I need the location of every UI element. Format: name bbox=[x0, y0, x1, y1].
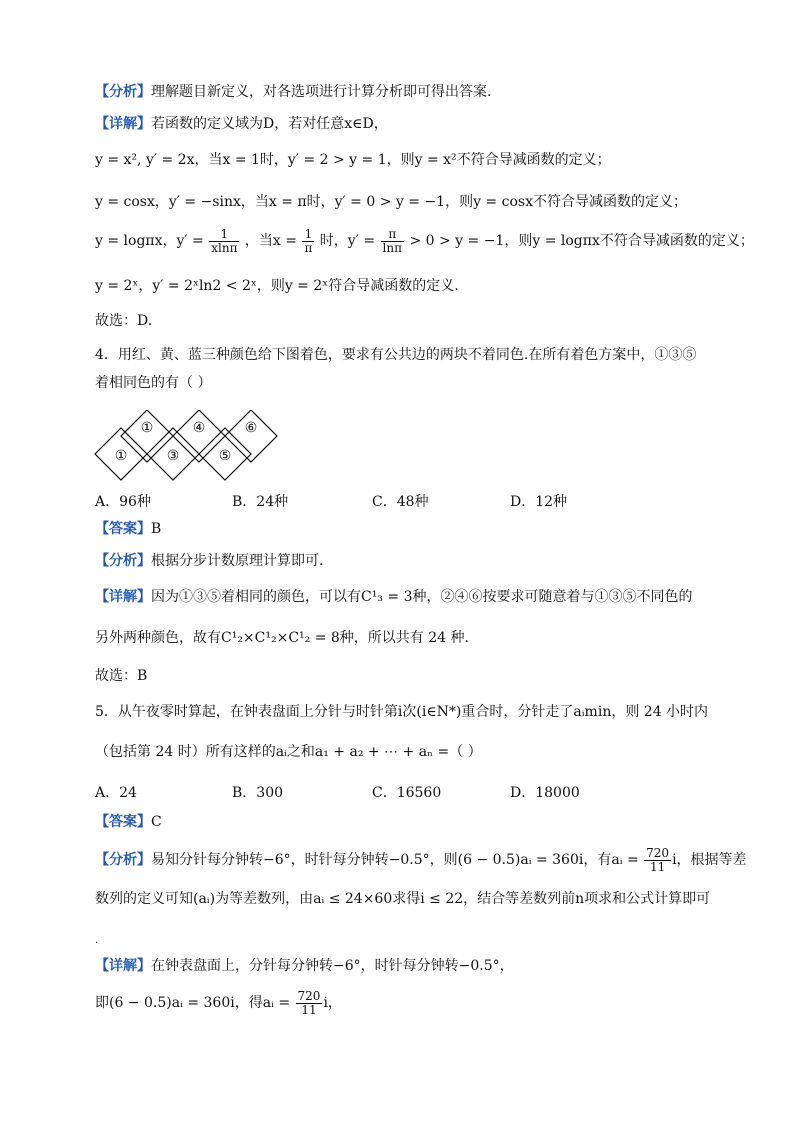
label-3: ③ bbox=[166, 448, 180, 464]
label-lower-1: ① bbox=[114, 448, 128, 464]
q4-detail-line-1 bbox=[95, 589, 692, 606]
answer-value: C bbox=[151, 814, 162, 830]
q4-stem-line-1: 4．用红、黄、蓝三种颜色给下图着色，要求有公共边的两块不着同色.在所有着色方案中，①③⑤ bbox=[95, 347, 697, 363]
q3-line-d: y = 2ˣ，y′ = 2ˣln2 < 2ˣ，则y = 2ˣ符合导减函数的定义. bbox=[95, 278, 459, 294]
fraction-pi-over-lnpi bbox=[381, 228, 404, 254]
detail-text: 若函数的定义域为D，若对任意x∈D， bbox=[151, 116, 388, 132]
q5-analysis-line-2: 数列的定义可知(aᵢ)为等差数列，由aᵢ ≤ 24×60求得i ≤ 22，结合等差数列前n项求和公式计算即可 bbox=[95, 891, 711, 907]
q4-option-b: B．24种 bbox=[232, 494, 289, 510]
frac-den: 11 bbox=[649, 859, 666, 874]
label-upper-1: ① bbox=[140, 420, 154, 436]
line-c-mid1: ，当x = bbox=[244, 233, 297, 250]
q4-analysis-line bbox=[95, 553, 323, 570]
q5-answer-line bbox=[95, 814, 162, 831]
label-5: ⑤ bbox=[218, 448, 232, 464]
analysis-pre: 易知分针每分钟转−6°，时针每分钟转−0.5°，则(6 − 0.5)aᵢ = 360i，有aᵢ = bbox=[151, 852, 639, 869]
q5-option-a: A．24 bbox=[95, 785, 137, 801]
label-4: ④ bbox=[192, 420, 206, 436]
q5-option-c: C．16560 bbox=[372, 785, 442, 801]
q3-detail-line bbox=[95, 116, 388, 133]
answer-value: B bbox=[151, 521, 162, 537]
q3-line-c bbox=[95, 228, 754, 254]
q5-option-d: D．18000 bbox=[510, 785, 580, 801]
q4-choice: 故选：B bbox=[95, 668, 148, 684]
frac-num: 720 bbox=[646, 846, 670, 860]
detail-text: 因为①③⑤着相同的颜色，可以有C¹₃ = 3种，②④⑥按要求可随意着与①③⑤不同色的 bbox=[151, 589, 693, 605]
frac-num: 1 bbox=[209, 228, 239, 242]
frac-num: π bbox=[381, 228, 404, 242]
frac-num: 1 bbox=[302, 228, 314, 242]
detail-label: 【详解】 bbox=[95, 958, 151, 974]
frac-den: lnπ bbox=[382, 240, 402, 255]
q4-answer-line bbox=[95, 521, 161, 538]
q4-detail-line-2: 另外两种颜色，故有C¹₂×C¹₂×C¹₂ = 8种，所以共有 24 种. bbox=[95, 630, 469, 646]
frac-den: 11 bbox=[301, 1002, 317, 1017]
detail-2-post: i， bbox=[323, 995, 342, 1012]
q5-detail-line-2 bbox=[95, 990, 342, 1016]
detail-text: 在钟表盘面上，分针每分钟转−6°，时针每分钟转−0.5°， bbox=[151, 958, 514, 974]
q3-line-a: y = x², y′ = 2x，当x = 1时，y′ = 2 > y = 1，则y = x²不符合导减函数的定义； bbox=[95, 152, 611, 168]
label-6: ⑥ bbox=[244, 420, 258, 436]
q5-analysis-trailing-dot: . bbox=[95, 935, 99, 946]
analysis-label: 【分析】 bbox=[95, 852, 151, 869]
frac-num: 720 bbox=[297, 989, 321, 1003]
frac-den: xlnπ bbox=[211, 240, 238, 255]
analysis-post: i，根据等差 bbox=[672, 852, 747, 869]
q4-option-d: D．12种 bbox=[510, 494, 568, 510]
detail-2-pre: 即(6 − 0.5)aᵢ = 360i，得aᵢ = bbox=[95, 995, 291, 1012]
q5-stem-line-1: 5．从午夜零时算起，在钟表盘面上分针与时针第i次(i∈N*)重合时，分针走了aᵢmin，则 24 小时内 bbox=[95, 704, 709, 720]
fraction-720-over-11 bbox=[296, 990, 323, 1016]
line-c-post: > 0 > y = −1，则y = logπx不符合导减函数的定义； bbox=[409, 233, 754, 250]
q5-stem-line-2: （包括第 24 时）所有这样的aᵢ之和a₁ + a₂ + ⋯ + aₙ =（ ） bbox=[95, 744, 482, 760]
detail-label: 【详解】 bbox=[95, 589, 151, 605]
frac-den: π bbox=[304, 240, 313, 255]
analysis-label: 【分析】 bbox=[95, 553, 151, 569]
analysis-label: 【分析】 bbox=[95, 84, 151, 100]
q5-analysis-line-1 bbox=[95, 847, 747, 873]
q3-analysis-line bbox=[95, 84, 491, 101]
q4-diamond-figure bbox=[94, 410, 286, 494]
analysis-text: 理解题目新定义，对各选项进行计算分析即可得出答案. bbox=[151, 84, 492, 100]
q3-line-b: y = cosx，y′ = −sinx，当x = π时，y′ = 0 > y = −1，则y = cosx不符合导减函数的定义； bbox=[95, 194, 687, 210]
analysis-text: 根据分步计数原理计算即可. bbox=[151, 553, 324, 569]
fraction-1-over-xlnpi bbox=[209, 228, 239, 254]
q5-option-b: B．300 bbox=[232, 785, 284, 801]
answer-label: 【答案】 bbox=[95, 814, 151, 830]
q4-option-c: C．48种 bbox=[372, 494, 429, 510]
line-c-pre: y = logπx，y′ = bbox=[95, 233, 204, 250]
line-c-mid2: 时，y′ = bbox=[319, 233, 376, 250]
fraction-720-over-11 bbox=[644, 847, 671, 873]
q3-choice: 故选：D. bbox=[95, 313, 153, 329]
q5-detail-line-1 bbox=[95, 958, 514, 975]
answer-label: 【答案】 bbox=[95, 521, 151, 537]
detail-label: 【详解】 bbox=[95, 116, 151, 132]
q4-option-a: A．96种 bbox=[95, 494, 151, 510]
fraction-1-over-pi bbox=[302, 228, 314, 254]
q4-stem-line-2: 着相同色的有（ ） bbox=[95, 375, 212, 391]
